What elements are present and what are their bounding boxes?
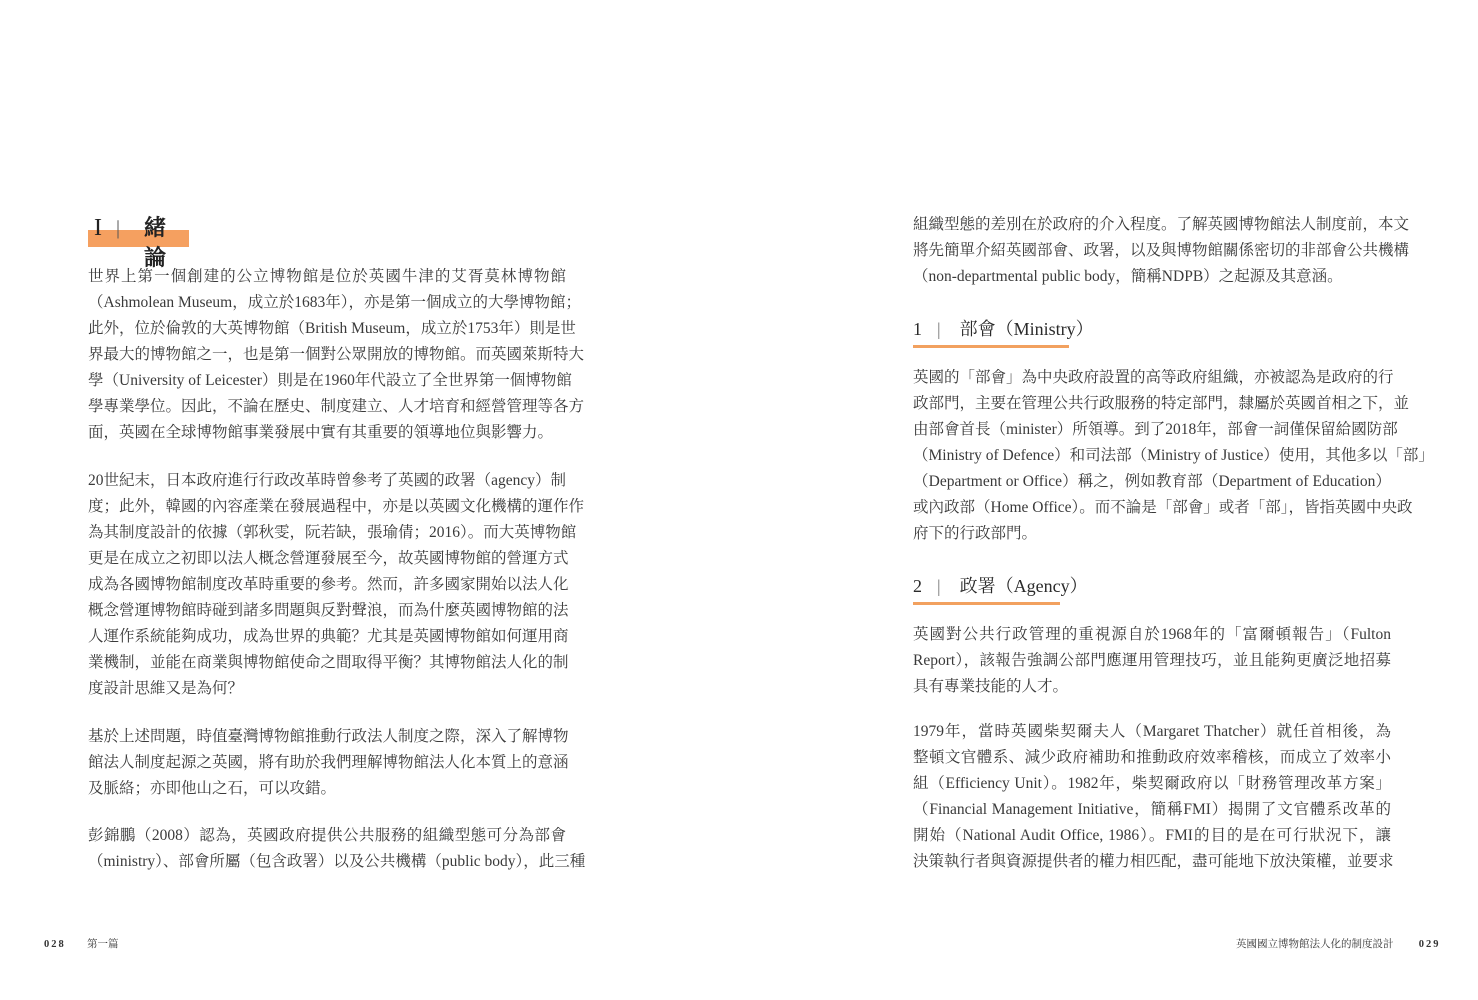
chapter-title: 緒論: [144, 215, 168, 270]
chapter-number: I: [94, 215, 102, 241]
paragraph: [913, 365, 1434, 547]
text-line: 1979年，當時英國柴契爾夫人（Margaret Thatcher）就任首相後，為: [913, 723, 1391, 740]
section-separator: |: [937, 319, 941, 339]
text-line: 府下的行政部門。: [913, 525, 1038, 542]
section-underline: [913, 602, 1060, 605]
text-line: 彭錦鵬（2008）認為，英國政府提供公共服務的組織型態可分為部會: [88, 827, 566, 844]
section-number: 2: [913, 576, 922, 596]
paragraph: [88, 264, 585, 446]
text-line: 館法人制度起源之英國，將有助於我們理解博物館法人化本質上的意涵: [88, 754, 569, 771]
text-line: 政部門，主要在管理公共行政服務的特定部門，隸屬於英國首相之下，並: [913, 395, 1410, 412]
section-number: 1: [913, 319, 922, 339]
page-number: 029: [1418, 939, 1441, 950]
section-title: 部會（Ministry）: [959, 319, 1094, 339]
text-line: 具有專業技能的人才。: [913, 678, 1069, 695]
text-line: 此外，位於倫敦的大英博物館（British Museum，成立於1753年）則是世: [88, 320, 576, 337]
text-line: （Department or Office）稱之，例如教育部（Department of Education）: [913, 473, 1391, 490]
text-line: 組織型態的差別在於政府的介入程度。了解英國博物館法人制度前，本文: [913, 216, 1410, 233]
text-line: 學專業學位。因此，不論在歷史、制度建立、人才培育和經營管理等各方: [88, 398, 585, 415]
paragraph: [88, 468, 585, 702]
text-line: 面，英國在全球博物館事業發展中實有其重要的領導地位與影響力。: [88, 424, 554, 441]
running-head: 第一篇: [87, 939, 119, 950]
text-line: 20世紀末，日本政府進行行政改革時曾參考了英國的政署（agency）制: [88, 472, 566, 489]
text-line: 開始（National Audit Office, 1986）。FMI的目的是在可行狀況下，讓: [913, 827, 1391, 844]
text-line: 基於上述問題，時值臺灣博物館推動行政法人制度之際，深入了解博物: [88, 728, 569, 745]
section-heading-text: [913, 573, 1088, 599]
text-line: （Ministry of Defence）和司法部（Ministry of Justice）使用，其他多以「部」: [913, 447, 1434, 464]
text-line: 更是在成立之初即以法人概念營運發展至今，故英國博物館的營運方式: [88, 550, 569, 567]
section-underline: [913, 345, 1069, 348]
text-line: （non-departmental public body，簡稱NDPB）之起源及其意涵。: [913, 268, 1343, 285]
chapter-heading: [88, 213, 189, 270]
section-title: 政署（Agency）: [959, 576, 1088, 596]
text-line: 或內政部（Home Office）。而不論是「部會」或者「部」，皆指英國中央政: [913, 499, 1413, 516]
text-line: 由部會首長（minister）所領導。到了2018年，部會一詞僅保留給國防部: [913, 421, 1398, 438]
text-line: 業機制，並能在商業與博物館使命之間取得平衡？其博物館法人化的制: [88, 654, 569, 671]
paragraph: [913, 719, 1394, 875]
text-line: （Financial Management Initiative，簡稱FMI）揭開了文官體系改革的: [913, 801, 1391, 818]
page-number: 028: [44, 939, 66, 950]
text-line: Report），該報告強調公部門應運用管理技巧，並且能夠更廣泛地招募: [913, 652, 1391, 669]
text-line: 將先簡單介紹英國部會、政署，以及與博物館關係密切的非部會公共機構: [913, 242, 1410, 259]
text-line: 決策執行者與資源提供者的權力相匹配，盡可能地下放決策權，並要求: [913, 853, 1394, 870]
text-line: 整頓文官體系、減少政府補助和推動政府效率稽核，而成立了效率小: [913, 749, 1391, 766]
text-line: 世界上第一個創建的公立博物館是位於英國牛津的艾胥莫林博物館: [88, 268, 566, 285]
text-line: 為其制度設計的依據（郭秋雯，阮若缺，張瑜倩；2016）。而大英博物館: [88, 524, 577, 541]
paragraph: [913, 622, 1391, 700]
section-heading-text: [913, 316, 1094, 342]
text-line: 英國的「部會」為中央政府設置的高等政府組織，亦被認為是政府的行: [913, 369, 1394, 386]
running-head: 英國國立博物館法人化的制度設計: [1236, 939, 1394, 950]
paragraph: [88, 724, 569, 802]
paragraph: [88, 823, 586, 875]
text-line: （ministry）、部會所屬（包含政署）以及公共機構（public body），此三種: [88, 853, 586, 870]
text-line: 度設計思維又是為何？: [88, 680, 244, 697]
right-page: [739, 0, 1478, 1000]
section-separator: |: [937, 576, 941, 596]
text-line: （Ashmolean Museum，成立於1683年），亦是第一個成立的大學博物館；: [88, 294, 581, 311]
text-line: 英國對公共行政管理的重視源自於1968年的「富爾頓報告」（Fulton: [913, 626, 1391, 643]
paragraph: [913, 212, 1410, 290]
left-footer: [44, 938, 119, 952]
text-line: 及脈絡；亦即他山之石，可以攻錯。: [88, 780, 337, 797]
text-line: 度；此外，韓國的內容產業在發展過程中，亦是以英國文化機構的運作作: [88, 498, 585, 515]
text-line: 界最大的博物館之一，也是第一個對公眾開放的博物館。而英國萊斯特大: [88, 346, 585, 363]
text-line: 組（Efficiency Unit）。1982年，柴契爾政府以「財務管理改革方案」: [913, 775, 1391, 792]
chapter-separator: |: [116, 217, 121, 239]
text-line: 學（University of Leicester）則是在1960年代設立了全世界第一個博物館: [88, 372, 572, 389]
text-line: 成為各國博物館制度改革時重要的參考。然而，許多國家開始以法人化: [88, 576, 569, 593]
text-line: 人運作系統能夠成功，成為世界的典範？尤其是英國博物館如何運用商: [88, 628, 569, 645]
text-line: 概念營運博物館時碰到諸多問題與反對聲浪，而為什麼英國博物館的法: [88, 602, 569, 619]
right-footer: [1236, 938, 1441, 952]
